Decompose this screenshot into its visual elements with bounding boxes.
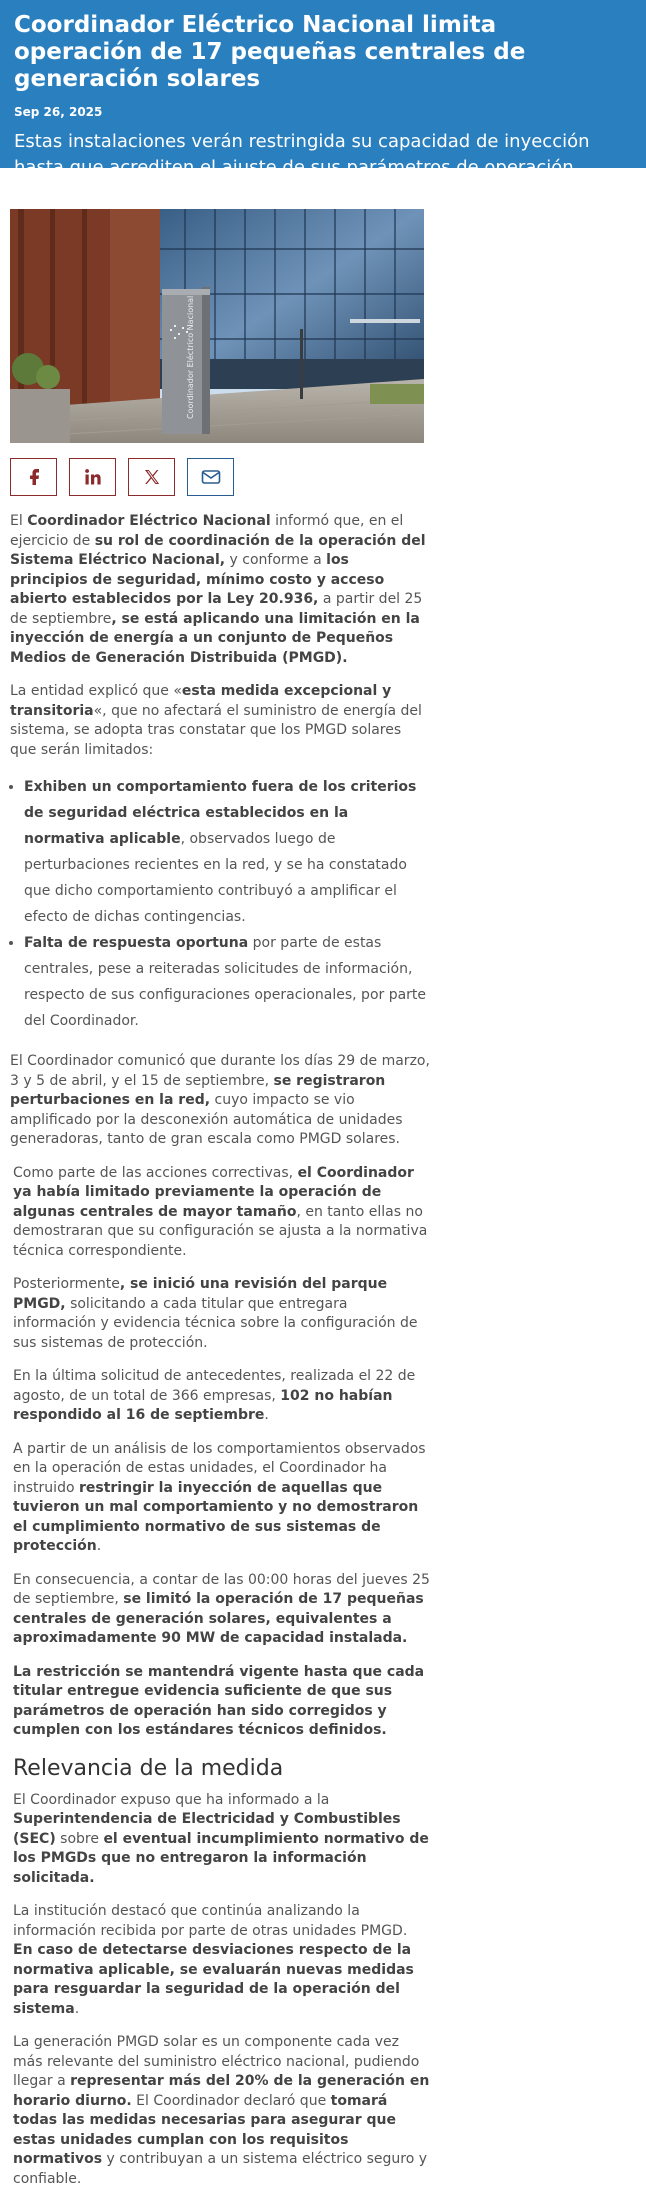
paragraph-7: A partir de un análisis de los comportamientos observados en la operación de estas unidades, el Coordinador ha instruido restringir la inyección de aquellas que tuvieron un mal comportamiento y no demostraron el cumplimiento normativo de sus sistemas de protección. (13, 1440, 426, 1554)
paragraph-3: El Coordinador comunicó que durante los días 29 de marzo, 3 y 5 de abril, y el 15 de septiembre, se registraron perturbaciones en la red, cuyo impacto se vio amplificado por la desconexión automática de unidades generadoras, tanto de gran escala como PMGD solares. (10, 1053, 430, 1147)
share-buttons (10, 458, 234, 496)
share-linkedin-button[interactable] (69, 458, 116, 496)
list-item: • Falta de respuesta oportuna por parte de estas centrales, pese a reiteradas solicitudes de información, respecto de sus configuraciones operacionales, por parte del Coordinador. (24, 930, 430, 1034)
criteria-list (10, 774, 430, 1034)
mail-icon (201, 469, 221, 485)
article-title: Coordinador Eléctrico Nacional limita operación de 17 pequeñas centrales de generación solares (14, 12, 526, 92)
publish-date: Sep 26, 2025 (14, 105, 103, 119)
paragraph-9: La restricción se mantendrá vigente hasta que cada titular entregue evidencia suficiente de que sus parámetros de operación han sido corregidos y cumplen con los estándares técnicos definidos. (13, 1663, 425, 1738)
paragraph-12: La generación PMGD solar es un componente cada vez más relevante del suministro eléctrico nacional, pudiendo llegar a representar más del 20% de la generación en horario diurno. El Coordinador declaró que tomará todas las medidas necesarias para asegurar que estas unidades cumplan con los requisitos normativos y contribuyan a un sistema eléctrico seguro y confiable. (13, 2034, 430, 2187)
article-header (0, 0, 646, 204)
article-photo (10, 209, 424, 443)
paragraph-8: En consecuencia, a contar de las 00:00 horas del jueves 25 de septiembre, se limitó la operación de 17 pequeñas centrales de generación solares, equivalentes a aproximadamente 90 MW de capacidad instalada. (13, 1571, 430, 1646)
paragraph-10: El Coordinador expuso que ha informado a la Superintendencia de Electricidad y Combustibles (SEC) sobre el eventual incumplimiento normativo de los PMGDs que no entregaron la información solicitada. (13, 1791, 429, 1886)
paragraph-1: El Coordinador Eléctrico Nacional informó que, en el ejercicio de su rol de coordinación de la operación del Sistema Eléctrico Nacional, y conforme a los principios de seguridad, mínimo costo y acceso abierto establecidos por la Ley 20.936, a partir del 25 de septiembre, se está aplicando una limitación en la inyección de energía a un conjunto de Pequeños Medios de Generación Distribuida (PMGD). (10, 513, 426, 666)
article-body (10, 512, 430, 2203)
article-continuation (10, 1164, 430, 2190)
building-photo (10, 209, 424, 443)
paragraph-4: Como parte de las acciones correctivas, el Coordinador ya había limitado previamente la operación de algunas centrales de mayor tamaño, en tanto ellas no demostraran que su configuración se ajusta a la normativa técnica correspondiente. (13, 1164, 428, 1259)
x-icon (143, 468, 161, 486)
article-lead: Estas instalaciones verán restringida su capacidad de inyección hasta que acrediten el ajuste de sus parámetros de operación según la normativa vigente. (14, 131, 590, 204)
paragraph-6: En la última solicitud de antecedentes, realizada el 22 de agosto, de un total de 366 empresas, 102 no habían respondido al 16 de septiembre. (13, 1368, 416, 1423)
section-heading: Relevancia de la medida (13, 1755, 284, 1781)
share-email-button[interactable] (187, 458, 234, 496)
sign-text: Coordinador Eléctrico Nacional (186, 295, 195, 419)
paragraph-2: La entidad explicó que «esta medida excepcional y transitoria«, que no afectará el suministro de energía del sistema, se adopta tras constatar que los PMGD solares que serán limitados: (10, 683, 422, 758)
share-facebook-button[interactable] (10, 458, 57, 496)
facebook-icon (26, 468, 42, 486)
share-x-button[interactable] (128, 458, 175, 496)
paragraph-5: Posteriormente, se inició una revisión del parque PMGD, solicitando a cada titular que entregara información y evidencia técnica sobre la configuración de sus sistemas de protección. (13, 1276, 418, 1351)
linkedin-icon (84, 468, 102, 486)
paragraph-11: La institución destacó que continúa analizando la información recibida por parte de otras unidades PMGD. En caso de detectarse desviaciones respecto de la normativa aplicable, se evaluarán nuevas medidas para resguardar la seguridad de la operación del sistema. (13, 1903, 414, 2017)
list-item: • Exhiben un comportamiento fuera de los criterios de seguridad eléctrica establecidos en la normativa aplicable, observados luego de perturbaciones recientes en la red, y se ha constatado que dicho comportamiento contribuyó a amplificar el efecto de dichas contingencias. (24, 774, 430, 930)
